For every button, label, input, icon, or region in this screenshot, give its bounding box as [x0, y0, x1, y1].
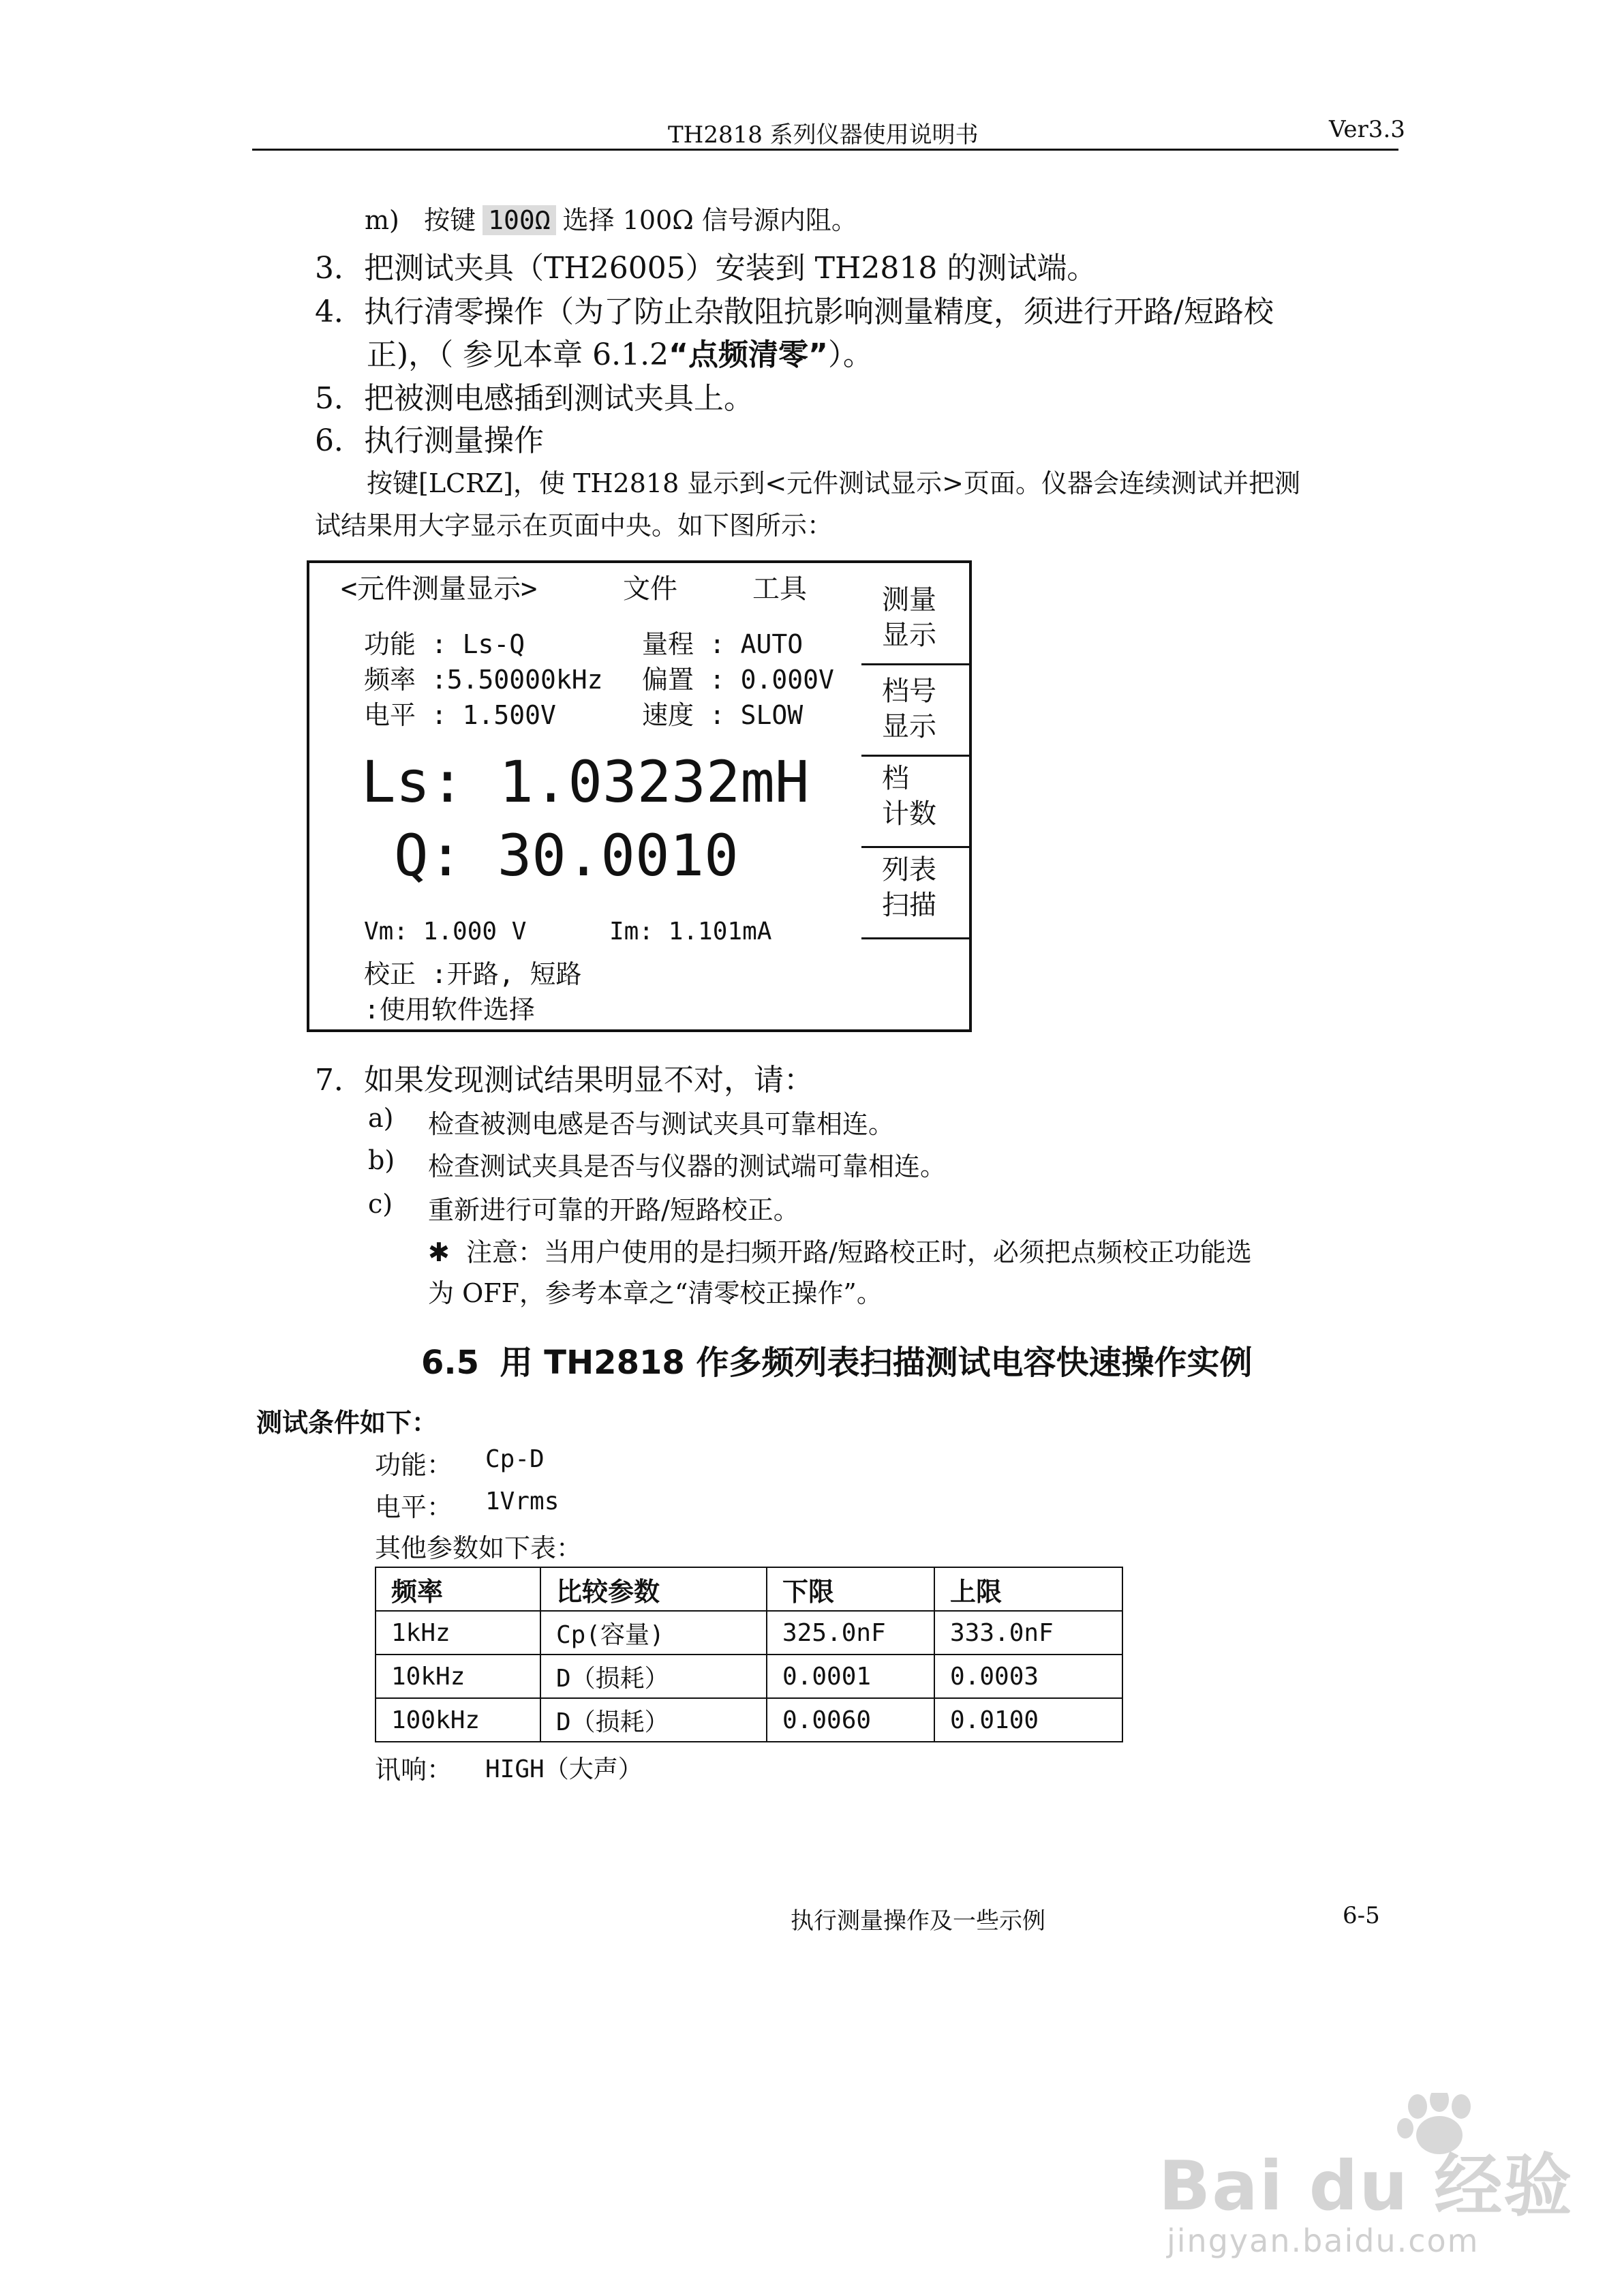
lcd-speed: 速度 : SLOW: [642, 700, 804, 730]
step-m-pre: 按键: [424, 205, 476, 235]
col-lower-limit: 下限: [767, 1567, 934, 1611]
condition-beep-value: HIGH（大声）: [485, 1755, 643, 1783]
step-4-line2-post: ）。: [827, 337, 873, 372]
watermark-brand: Bai du 经验: [1159, 2146, 1574, 2226]
cell-upper-limit: 0.0100: [934, 1698, 1122, 1742]
key-100ohm: 100Ω: [483, 205, 556, 235]
step-4-ref-bold: “点频清零”: [669, 337, 828, 372]
softkey-label: 计数: [882, 798, 936, 830]
cell-lower-limit: 325.0nF: [767, 1611, 934, 1655]
softkey-label: 显示: [882, 620, 936, 651]
table-header-row: [376, 1567, 1122, 1611]
cell-compare-param: Cp(容量): [540, 1611, 767, 1655]
col-upper-limit: 上限: [934, 1567, 1122, 1611]
softkey-label: 显示: [882, 711, 936, 742]
conditions-heading: 测试条件如下：: [256, 1408, 438, 1438]
step-6-detail-line2: 试结果用大字显示在页面中央。如下图所示：: [315, 511, 833, 541]
table-row: [376, 1611, 1122, 1655]
lcd-freq: 频率 :5.50000kHz: [364, 665, 603, 695]
step-7c-label: c): [368, 1189, 393, 1219]
step-4-line2-pre: 正)，（ 参见本章 6.1.2: [367, 337, 669, 372]
lcd-correction-mode: :使用软件选择: [364, 995, 535, 1025]
note-star-icon: ✱: [428, 1237, 450, 1267]
lcd-im: Im: 1.101mA: [609, 918, 772, 946]
footer-page-number: 6-5: [1343, 1902, 1380, 1929]
cell-frequency: 10kHz: [376, 1655, 540, 1698]
col-frequency: 频率: [376, 1567, 540, 1611]
lcd-vm: Vm: 1.000 V: [364, 918, 527, 946]
lcd-softkey-column: [861, 563, 972, 945]
softkey-label: 列表: [882, 854, 936, 886]
softkey-label: 档: [882, 763, 909, 794]
lcd-menu-tools: 工具: [752, 573, 807, 605]
header-title: TH2818 系列仪器使用说明书: [668, 121, 979, 149]
header-rule: [252, 149, 1398, 151]
baidu-watermark: [1159, 2093, 1581, 2263]
step-6-detail-line1: 按键[LCRZ]，使 TH2818 显示到<元件测试显示>页面。仪器会连续测试并把测: [367, 468, 1301, 498]
step-7a: 检查被测电感是否与测试夹具可靠相连。: [428, 1109, 895, 1139]
section-heading: [421, 1336, 1252, 1383]
watermark-url: jingyan.baidu.com: [1167, 2222, 1480, 2259]
note-line2: 为 OFF，参考本章之“清零校正操作”。: [428, 1278, 883, 1308]
step-m: [365, 199, 857, 237]
softkey-list-sweep[interactable]: [861, 848, 972, 939]
step-m-post: 选择 100Ω 信号源内阻。: [562, 205, 857, 235]
cell-compare-param: D（损耗）: [540, 1698, 767, 1742]
col-compare-param: 比较参数: [540, 1567, 767, 1611]
lcd-range: 量程 : AUTO: [642, 629, 804, 659]
condition-func-value: Cp-D: [485, 1445, 545, 1473]
header-version: Ver3.3: [1329, 116, 1405, 143]
condition-level-label: 电平：: [375, 1492, 453, 1522]
cell-upper-limit: 333.0nF: [934, 1611, 1122, 1655]
step-4-line1: 4．执行清零操作（为了防止杂散阻抗影响测量精度，须进行开路/短路校: [315, 294, 1274, 329]
softkey-bin-count[interactable]: [861, 757, 972, 848]
table-row: [376, 1655, 1122, 1698]
lcd-page-title: <元件测量显示>: [341, 573, 538, 605]
note-text: 注意：当用户使用的是扫频开路/短路校正时，必须把点频校正功能选: [466, 1237, 1252, 1267]
step-7b: 检查测试夹具是否与仪器的测试端可靠相连。: [428, 1151, 947, 1181]
lcd-primary-reading: Ls: 1.03232mH: [361, 749, 810, 815]
lcd-level: 电平 : 1.500V: [364, 700, 556, 730]
condition-func-label: 功能：: [375, 1450, 453, 1480]
lcd-menu-file: 文件: [623, 573, 677, 605]
table-row: [376, 1698, 1122, 1742]
condition-level-value: 1Vrms: [485, 1487, 560, 1515]
lcd-secondary-reading: Q: 30.0010: [394, 822, 739, 889]
lcd-correction: 校正 :开路, 短路: [364, 959, 582, 989]
cell-upper-limit: 0.0003: [934, 1655, 1122, 1698]
footer-chapter: 执行测量操作及一些示例: [791, 1907, 1045, 1935]
step-m-label: m): [365, 205, 399, 235]
step-4-line2: [367, 330, 873, 374]
lcd-display: [307, 560, 972, 1032]
params-table: [375, 1567, 1123, 1742]
step-7: 7．如果发现测试结果明显不对，请：: [315, 1063, 814, 1098]
cell-lower-limit: 0.0060: [767, 1698, 934, 1742]
lcd-bias: 偏置 : 0.000V: [642, 665, 834, 695]
cell-frequency: 1kHz: [376, 1611, 540, 1655]
condition-other: 其他参数如下表：: [375, 1533, 583, 1563]
cell-compare-param: D（损耗）: [540, 1655, 767, 1698]
softkey-label: 扫描: [882, 890, 936, 921]
softkey-measure-display[interactable]: [861, 574, 972, 665]
step-7b-label: b): [368, 1145, 395, 1175]
step-7c: 重新进行可靠的开路/短路校正。: [428, 1195, 799, 1225]
section-number: 6.5: [421, 1344, 480, 1382]
softkey-bin-display[interactable]: [861, 665, 972, 757]
softkey-label: 档号: [882, 676, 936, 707]
step-7a-label: a): [368, 1103, 394, 1133]
softkey-label: 测量: [882, 584, 936, 616]
lcd-func: 功能 : Ls-Q: [364, 629, 525, 659]
step-3: 3．把测试夹具（TH26005）安装到 TH2818 的测试端。: [315, 251, 1097, 286]
condition-beep-label: 讯响：: [375, 1755, 453, 1785]
section-title: 用 TH2818 作多频列表扫描测试电容快速操作实例: [500, 1344, 1253, 1382]
note-line1: [428, 1231, 1252, 1269]
step-5: 5．把被测电感插到测试夹具上。: [315, 381, 754, 416]
cell-frequency: 100kHz: [376, 1698, 540, 1742]
step-6: 6．执行测量操作: [315, 423, 544, 458]
cell-lower-limit: 0.0001: [767, 1655, 934, 1698]
